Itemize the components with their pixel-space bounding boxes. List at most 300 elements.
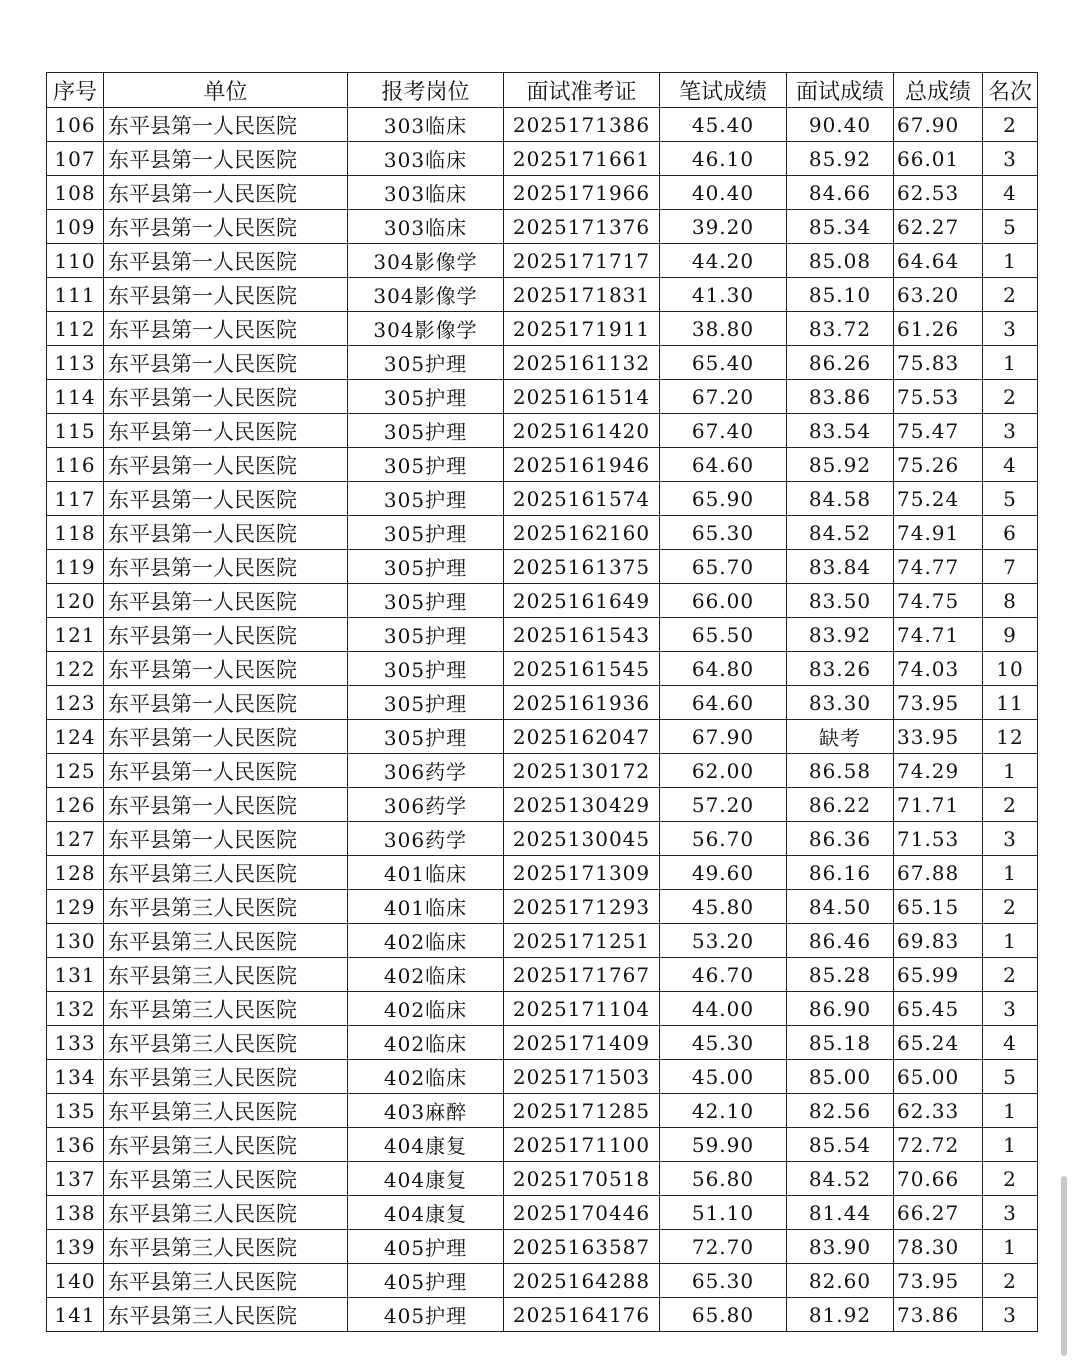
- rank-cell: 3: [983, 1196, 1038, 1230]
- written-score-cell: 67.40: [660, 414, 787, 448]
- seq-cell: 134: [47, 1060, 104, 1094]
- seq-cell: 131: [47, 958, 104, 992]
- table-row: [47, 720, 1038, 754]
- rank-cell: 7: [983, 550, 1038, 584]
- total-score-cell: 72.72: [894, 1128, 983, 1162]
- unit-cell: 东平县第一人民医院: [104, 244, 348, 278]
- table-row: [47, 1264, 1038, 1298]
- seq-cell: 130: [47, 924, 104, 958]
- unit-cell: 东平县第一人民医院: [104, 686, 348, 720]
- interview-score-cell: 86.46: [787, 924, 894, 958]
- rank-cell: 1: [983, 1128, 1038, 1162]
- seq-cell: 128: [47, 856, 104, 890]
- seq-cell: 141: [47, 1298, 104, 1332]
- seq-cell: 138: [47, 1196, 104, 1230]
- rank-cell: 2: [983, 788, 1038, 822]
- seq-cell: 114: [47, 380, 104, 414]
- total-score-cell: 65.99: [894, 958, 983, 992]
- position-cell: 404康复: [348, 1162, 504, 1196]
- interview-score-cell: 84.52: [787, 1162, 894, 1196]
- unit-cell: 东平县第一人民医院: [104, 108, 348, 142]
- position-cell: 304影像学: [348, 278, 504, 312]
- exam-id-cell: 2025171309: [504, 856, 660, 890]
- position-cell: 304影像学: [348, 244, 504, 278]
- header-exam-id: 面试准考证: [504, 73, 660, 108]
- interview-score-cell: 82.56: [787, 1094, 894, 1128]
- rank-cell: 5: [983, 210, 1038, 244]
- table-row: [47, 278, 1038, 312]
- unit-cell: 东平县第三人民医院: [104, 992, 348, 1026]
- interview-score-cell: 85.92: [787, 448, 894, 482]
- table-row: [47, 924, 1038, 958]
- table-row: [47, 584, 1038, 618]
- exam-id-cell: 2025161375: [504, 550, 660, 584]
- position-cell: 305护理: [348, 482, 504, 516]
- written-score-cell: 56.70: [660, 822, 787, 856]
- seq-cell: 122: [47, 652, 104, 686]
- total-score-cell: 70.66: [894, 1162, 983, 1196]
- rank-cell: 1: [983, 924, 1038, 958]
- total-score-cell: 65.45: [894, 992, 983, 1026]
- position-cell: 405护理: [348, 1298, 504, 1332]
- table-row: [47, 686, 1038, 720]
- table-row: [47, 176, 1038, 210]
- exam-id-cell: 2025130429: [504, 788, 660, 822]
- unit-cell: 东平县第三人民医院: [104, 1060, 348, 1094]
- rank-cell: 1: [983, 1230, 1038, 1264]
- position-cell: 305护理: [348, 618, 504, 652]
- written-score-cell: 45.40: [660, 108, 787, 142]
- exam-id-cell: 2025171966: [504, 176, 660, 210]
- position-cell: 303临床: [348, 176, 504, 210]
- unit-cell: 东平县第一人民医院: [104, 788, 348, 822]
- total-score-cell: 33.95: [894, 720, 983, 754]
- rank-cell: 3: [983, 822, 1038, 856]
- position-cell: 405护理: [348, 1230, 504, 1264]
- exam-id-cell: 2025130172: [504, 754, 660, 788]
- seq-cell: 124: [47, 720, 104, 754]
- written-score-cell: 64.80: [660, 652, 787, 686]
- unit-cell: 东平县第一人民医院: [104, 754, 348, 788]
- position-cell: 403麻醉: [348, 1094, 504, 1128]
- position-cell: 402临床: [348, 1060, 504, 1094]
- header-interview-score: 面试成绩: [787, 73, 894, 108]
- rank-cell: 9: [983, 618, 1038, 652]
- rank-cell: 1: [983, 754, 1038, 788]
- written-score-cell: 67.90: [660, 720, 787, 754]
- scrollbar[interactable]: [1061, 1176, 1067, 1356]
- seq-cell: 125: [47, 754, 104, 788]
- total-score-cell: 74.75: [894, 584, 983, 618]
- table-row: [47, 856, 1038, 890]
- unit-cell: 东平县第三人民医院: [104, 1128, 348, 1162]
- rank-cell: 1: [983, 244, 1038, 278]
- rank-cell: 1: [983, 856, 1038, 890]
- position-cell: 305护理: [348, 448, 504, 482]
- position-cell: 402临床: [348, 924, 504, 958]
- table-row: [47, 108, 1038, 142]
- total-score-cell: 73.86: [894, 1298, 983, 1332]
- seq-cell: 129: [47, 890, 104, 924]
- rank-cell: 5: [983, 482, 1038, 516]
- unit-cell: 东平县第一人民医院: [104, 618, 348, 652]
- position-cell: 303临床: [348, 108, 504, 142]
- exam-id-cell: 2025163587: [504, 1230, 660, 1264]
- written-score-cell: 59.90: [660, 1128, 787, 1162]
- exam-id-cell: 2025161420: [504, 414, 660, 448]
- interview-score-cell: 85.10: [787, 278, 894, 312]
- unit-cell: 东平县第一人民医院: [104, 584, 348, 618]
- rank-cell: 3: [983, 312, 1038, 346]
- total-score-cell: 65.15: [894, 890, 983, 924]
- exam-id-cell: 2025171104: [504, 992, 660, 1026]
- unit-cell: 东平县第一人民医院: [104, 278, 348, 312]
- total-score-cell: 75.26: [894, 448, 983, 482]
- seq-cell: 108: [47, 176, 104, 210]
- table-row: [47, 1298, 1038, 1332]
- position-cell: 404康复: [348, 1196, 504, 1230]
- interview-score-cell: 90.40: [787, 108, 894, 142]
- table-row: [47, 448, 1038, 482]
- written-score-cell: 65.30: [660, 516, 787, 550]
- written-score-cell: 40.40: [660, 176, 787, 210]
- table-row: [47, 414, 1038, 448]
- table-row: [47, 244, 1038, 278]
- written-score-cell: 66.00: [660, 584, 787, 618]
- unit-cell: 东平县第一人民医院: [104, 414, 348, 448]
- rank-cell: 4: [983, 448, 1038, 482]
- unit-cell: 东平县第一人民医院: [104, 448, 348, 482]
- position-cell: 305护理: [348, 516, 504, 550]
- rank-cell: 8: [983, 584, 1038, 618]
- interview-score-cell: 83.72: [787, 312, 894, 346]
- position-cell: 305护理: [348, 652, 504, 686]
- rank-cell: 3: [983, 1298, 1038, 1332]
- seq-cell: 116: [47, 448, 104, 482]
- position-cell: 402临床: [348, 992, 504, 1026]
- position-cell: 303临床: [348, 210, 504, 244]
- seq-cell: 139: [47, 1230, 104, 1264]
- written-score-cell: 46.70: [660, 958, 787, 992]
- rank-cell: 3: [983, 992, 1038, 1026]
- seq-cell: 136: [47, 1128, 104, 1162]
- total-score-cell: 65.24: [894, 1026, 983, 1060]
- rank-cell: 2: [983, 1264, 1038, 1298]
- table-row: [47, 1026, 1038, 1060]
- unit-cell: 东平县第三人民医院: [104, 958, 348, 992]
- table-row: [47, 618, 1038, 652]
- total-score-cell: 75.47: [894, 414, 983, 448]
- unit-cell: 东平县第一人民医院: [104, 380, 348, 414]
- position-cell: 402临床: [348, 1026, 504, 1060]
- written-score-cell: 57.20: [660, 788, 787, 822]
- written-score-cell: 46.10: [660, 142, 787, 176]
- written-score-cell: 65.70: [660, 550, 787, 584]
- exam-id-cell: 2025170518: [504, 1162, 660, 1196]
- seq-cell: 106: [47, 108, 104, 142]
- total-score-cell: 66.27: [894, 1196, 983, 1230]
- written-score-cell: 72.70: [660, 1230, 787, 1264]
- table-row: [47, 346, 1038, 380]
- position-cell: 305护理: [348, 686, 504, 720]
- seq-cell: 120: [47, 584, 104, 618]
- exam-id-cell: 2025171386: [504, 108, 660, 142]
- position-cell: 401临床: [348, 856, 504, 890]
- written-score-cell: 65.90: [660, 482, 787, 516]
- total-score-cell: 74.91: [894, 516, 983, 550]
- unit-cell: 东平县第一人民医院: [104, 516, 348, 550]
- interview-score-cell: 83.54: [787, 414, 894, 448]
- rank-cell: 3: [983, 414, 1038, 448]
- seq-cell: 126: [47, 788, 104, 822]
- exam-id-cell: 2025171293: [504, 890, 660, 924]
- position-cell: 305护理: [348, 380, 504, 414]
- seq-cell: 113: [47, 346, 104, 380]
- table-row: [47, 890, 1038, 924]
- table-body: [47, 108, 1038, 1332]
- position-cell: 305护理: [348, 584, 504, 618]
- unit-cell: 东平县第一人民医院: [104, 346, 348, 380]
- exam-id-cell: 2025171251: [504, 924, 660, 958]
- interview-score-cell: 85.28: [787, 958, 894, 992]
- total-score-cell: 62.53: [894, 176, 983, 210]
- interview-score-cell: 86.58: [787, 754, 894, 788]
- rank-cell: 12: [983, 720, 1038, 754]
- position-cell: 303临床: [348, 142, 504, 176]
- seq-cell: 119: [47, 550, 104, 584]
- seq-cell: 111: [47, 278, 104, 312]
- unit-cell: 东平县第三人民医院: [104, 1094, 348, 1128]
- unit-cell: 东平县第一人民医院: [104, 312, 348, 346]
- table-row: [47, 958, 1038, 992]
- rank-cell: 5: [983, 1060, 1038, 1094]
- unit-cell: 东平县第三人民医院: [104, 1162, 348, 1196]
- written-score-cell: 39.20: [660, 210, 787, 244]
- exam-id-cell: 2025161574: [504, 482, 660, 516]
- position-cell: 306药学: [348, 754, 504, 788]
- unit-cell: 东平县第一人民医院: [104, 142, 348, 176]
- exam-id-cell: 2025164288: [504, 1264, 660, 1298]
- total-score-cell: 67.88: [894, 856, 983, 890]
- interview-score-cell: 84.52: [787, 516, 894, 550]
- position-cell: 401临床: [348, 890, 504, 924]
- table-row: [47, 482, 1038, 516]
- rank-cell: 3: [983, 142, 1038, 176]
- total-score-cell: 62.33: [894, 1094, 983, 1128]
- total-score-cell: 75.53: [894, 380, 983, 414]
- position-cell: 404康复: [348, 1128, 504, 1162]
- exam-id-cell: 2025130045: [504, 822, 660, 856]
- interview-score-cell: 85.92: [787, 142, 894, 176]
- rank-cell: 2: [983, 108, 1038, 142]
- seq-cell: 109: [47, 210, 104, 244]
- interview-score-cell: 83.86: [787, 380, 894, 414]
- unit-cell: 东平县第三人民医院: [104, 1196, 348, 1230]
- header-total-score: 总成绩: [894, 73, 983, 108]
- unit-cell: 东平县第一人民医院: [104, 210, 348, 244]
- total-score-cell: 71.71: [894, 788, 983, 822]
- table-row: [47, 822, 1038, 856]
- rank-cell: 11: [983, 686, 1038, 720]
- interview-score-cell: 83.26: [787, 652, 894, 686]
- total-score-cell: 65.00: [894, 1060, 983, 1094]
- written-score-cell: 45.80: [660, 890, 787, 924]
- total-score-cell: 73.95: [894, 1264, 983, 1298]
- total-score-cell: 74.29: [894, 754, 983, 788]
- exam-id-cell: 2025171503: [504, 1060, 660, 1094]
- position-cell: 305护理: [348, 550, 504, 584]
- results-table: [46, 72, 1038, 1332]
- table-row: [47, 210, 1038, 244]
- exam-id-cell: 2025161543: [504, 618, 660, 652]
- exam-id-cell: 2025171831: [504, 278, 660, 312]
- total-score-cell: 64.64: [894, 244, 983, 278]
- rank-cell: 6: [983, 516, 1038, 550]
- exam-id-cell: 2025171767: [504, 958, 660, 992]
- header-written-score: 笔试成绩: [660, 73, 787, 108]
- seq-cell: 112: [47, 312, 104, 346]
- exam-id-cell: 2025162160: [504, 516, 660, 550]
- exam-id-cell: 2025171661: [504, 142, 660, 176]
- rank-cell: 2: [983, 1162, 1038, 1196]
- interview-score-cell: 85.18: [787, 1026, 894, 1060]
- total-score-cell: 75.24: [894, 482, 983, 516]
- total-score-cell: 74.71: [894, 618, 983, 652]
- table-row: [47, 1162, 1038, 1196]
- interview-score-cell: 84.50: [787, 890, 894, 924]
- written-score-cell: 53.20: [660, 924, 787, 958]
- written-score-cell: 45.30: [660, 1026, 787, 1060]
- interview-score-cell: 86.16: [787, 856, 894, 890]
- rank-cell: 1: [983, 1094, 1038, 1128]
- table-row: [47, 1060, 1038, 1094]
- seq-cell: 110: [47, 244, 104, 278]
- rank-cell: 2: [983, 958, 1038, 992]
- exam-id-cell: 2025161514: [504, 380, 660, 414]
- written-score-cell: 44.00: [660, 992, 787, 1026]
- total-score-cell: 73.95: [894, 686, 983, 720]
- header-position: 报考岗位: [348, 73, 504, 108]
- written-score-cell: 51.10: [660, 1196, 787, 1230]
- seq-cell: 135: [47, 1094, 104, 1128]
- exam-id-cell: 2025164176: [504, 1298, 660, 1332]
- written-score-cell: 45.00: [660, 1060, 787, 1094]
- rank-cell: 2: [983, 380, 1038, 414]
- unit-cell: 东平县第三人民医院: [104, 1026, 348, 1060]
- interview-score-cell: 83.92: [787, 618, 894, 652]
- written-score-cell: 42.10: [660, 1094, 787, 1128]
- unit-cell: 东平县第三人民医院: [104, 924, 348, 958]
- written-score-cell: 56.80: [660, 1162, 787, 1196]
- table-row: [47, 312, 1038, 346]
- unit-cell: 东平县第一人民医院: [104, 176, 348, 210]
- interview-score-cell: 86.90: [787, 992, 894, 1026]
- written-score-cell: 67.20: [660, 380, 787, 414]
- written-score-cell: 64.60: [660, 448, 787, 482]
- header-rank: 名次: [983, 73, 1038, 108]
- written-score-cell: 49.60: [660, 856, 787, 890]
- written-score-cell: 62.00: [660, 754, 787, 788]
- header-row: [47, 73, 1038, 108]
- total-score-cell: 63.20: [894, 278, 983, 312]
- unit-cell: 东平县第一人民医院: [104, 482, 348, 516]
- seq-cell: 121: [47, 618, 104, 652]
- position-cell: 402临床: [348, 958, 504, 992]
- exam-id-cell: 2025161946: [504, 448, 660, 482]
- interview-score-cell: 84.58: [787, 482, 894, 516]
- unit-cell: 东平县第一人民医院: [104, 550, 348, 584]
- table-row: [47, 652, 1038, 686]
- position-cell: 405护理: [348, 1264, 504, 1298]
- written-score-cell: 44.20: [660, 244, 787, 278]
- seq-cell: 115: [47, 414, 104, 448]
- rank-cell: 4: [983, 1026, 1038, 1060]
- interview-score-cell: 84.66: [787, 176, 894, 210]
- written-score-cell: 65.30: [660, 1264, 787, 1298]
- total-score-cell: 62.27: [894, 210, 983, 244]
- interview-score-cell: 83.50: [787, 584, 894, 618]
- table-row: [47, 1128, 1038, 1162]
- total-score-cell: 69.83: [894, 924, 983, 958]
- unit-cell: 东平县第一人民医院: [104, 652, 348, 686]
- rank-cell: 4: [983, 176, 1038, 210]
- table-row: [47, 142, 1038, 176]
- exam-id-cell: 2025161132: [504, 346, 660, 380]
- exam-id-cell: 2025162047: [504, 720, 660, 754]
- table-row: [47, 788, 1038, 822]
- table-row: [47, 992, 1038, 1026]
- table-row: [47, 1230, 1038, 1264]
- seq-cell: 140: [47, 1264, 104, 1298]
- total-score-cell: 61.26: [894, 312, 983, 346]
- table-row: [47, 1094, 1038, 1128]
- interview-score-cell: 83.30: [787, 686, 894, 720]
- interview-score-cell: 86.26: [787, 346, 894, 380]
- position-cell: 306药学: [348, 788, 504, 822]
- rank-cell: 2: [983, 890, 1038, 924]
- interview-score-cell: 83.84: [787, 550, 894, 584]
- interview-score-cell: 82.60: [787, 1264, 894, 1298]
- exam-id-cell: 2025171285: [504, 1094, 660, 1128]
- seq-cell: 132: [47, 992, 104, 1026]
- total-score-cell: 71.53: [894, 822, 983, 856]
- total-score-cell: 74.03: [894, 652, 983, 686]
- unit-cell: 东平县第三人民医院: [104, 856, 348, 890]
- unit-cell: 东平县第一人民医院: [104, 720, 348, 754]
- unit-cell: 东平县第一人民医院: [104, 822, 348, 856]
- rank-cell: 10: [983, 652, 1038, 686]
- total-score-cell: 67.90: [894, 108, 983, 142]
- exam-id-cell: 2025170446: [504, 1196, 660, 1230]
- seq-cell: 107: [47, 142, 104, 176]
- interview-score-cell: 81.92: [787, 1298, 894, 1332]
- unit-cell: 东平县第三人民医院: [104, 890, 348, 924]
- seq-cell: 117: [47, 482, 104, 516]
- seq-cell: 137: [47, 1162, 104, 1196]
- written-score-cell: 65.80: [660, 1298, 787, 1332]
- interview-score-cell: 85.00: [787, 1060, 894, 1094]
- interview-score-cell: 86.22: [787, 788, 894, 822]
- interview-score-cell: 85.08: [787, 244, 894, 278]
- written-score-cell: 38.80: [660, 312, 787, 346]
- interview-score-cell: 85.34: [787, 210, 894, 244]
- interview-score-cell: 81.44: [787, 1196, 894, 1230]
- unit-cell: 东平县第三人民医院: [104, 1264, 348, 1298]
- unit-cell: 东平县第三人民医院: [104, 1298, 348, 1332]
- position-cell: 306药学: [348, 822, 504, 856]
- table-row: [47, 380, 1038, 414]
- table-row: [47, 516, 1038, 550]
